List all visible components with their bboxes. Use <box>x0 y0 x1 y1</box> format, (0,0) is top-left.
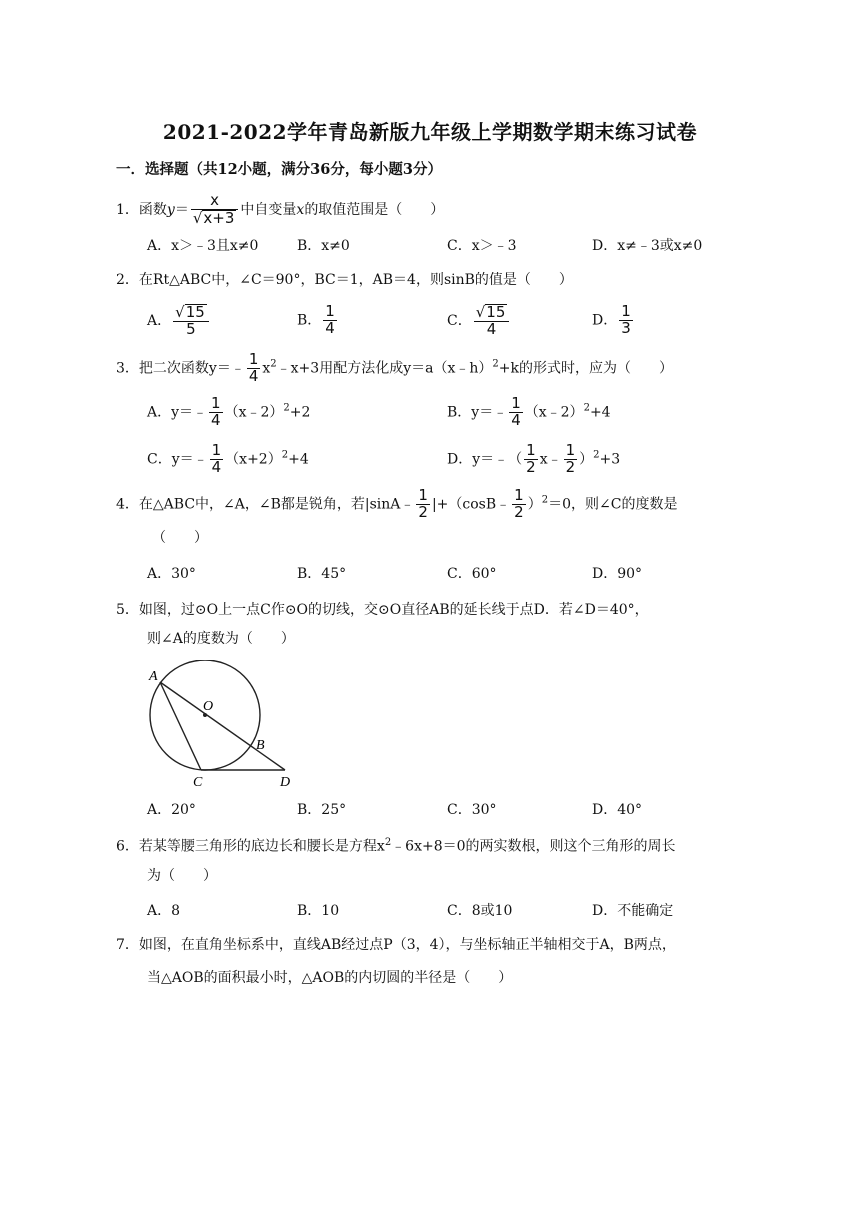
label-d: D <box>280 775 291 790</box>
q4-answer-paren: （ ） <box>152 530 208 546</box>
q3-option-a-numerator: 1 <box>211 394 221 412</box>
q2-option-d[interactable] <box>592 304 635 337</box>
question-2-stem: 2．在Rt△ABC中，∠C＝90°，BC＝1，AB＝4，则sinB的值是（ ） <box>116 272 573 288</box>
q1-option-c[interactable]: C．x＞﹣3 <box>447 238 517 254</box>
q4-denominator-2: 2 <box>514 502 524 521</box>
q6-option-d[interactable]: D．不能确定 <box>592 903 674 919</box>
q2-option-c[interactable] <box>447 304 511 338</box>
q4-fraction-1 <box>416 488 430 521</box>
question-1-stem <box>116 193 444 227</box>
q6-option-b[interactable]: B．10 <box>297 903 340 919</box>
q2-option-b-denominator: 4 <box>325 318 335 337</box>
q3-option-a-tail: （x﹣2） <box>224 404 284 421</box>
q3-option-c[interactable] <box>147 443 309 476</box>
q4-numerator-2: 1 <box>514 486 524 504</box>
q2-option-d-fraction <box>619 304 633 337</box>
q1-tail2: 的取值范围是（ ） <box>304 201 445 218</box>
q4-denominator-1: 2 <box>418 502 428 521</box>
q1-option-a[interactable]: A．x＞﹣3且x≠0 <box>147 238 259 254</box>
q2-option-c-radicand: 15 <box>486 303 506 321</box>
question-6-line-1 <box>116 833 676 857</box>
q3-option-d-lead: D．y＝﹣（ <box>447 451 523 468</box>
q1-lead: 1．函数 <box>116 201 167 218</box>
q4-exponent: 2 <box>541 494 549 506</box>
q6-exponent: 2 <box>384 837 392 848</box>
q3-option-b-numerator: 1 <box>511 394 521 412</box>
q3-option-b-end: +4 <box>589 404 611 421</box>
q3-option-c-fraction <box>210 443 224 476</box>
q3-option-a-exponent: 2 <box>283 402 290 414</box>
q1-tail: 中自变量 <box>240 201 297 218</box>
label-b: B <box>256 738 265 753</box>
sqrt-icon: √ <box>192 208 203 227</box>
q6-option-a[interactable]: A．8 <box>147 903 181 919</box>
q2-option-a-denominator: 5 <box>186 319 196 338</box>
question-3-stem <box>116 352 673 385</box>
q1-option-d[interactable]: D．x≠﹣3或x≠0 <box>592 238 703 254</box>
q3-option-b-denominator: 4 <box>511 410 521 429</box>
q2-option-b-label: B． <box>297 312 322 329</box>
q4-fraction-2 <box>512 488 526 521</box>
line-ad <box>160 682 285 770</box>
q4-option-a[interactable]: A．30° <box>147 566 196 582</box>
q2-option-a[interactable] <box>147 304 211 338</box>
q3-option-d-denominator-2: 2 <box>565 457 576 476</box>
q3-mid: x <box>262 360 271 377</box>
q1-radicand: x+3 <box>203 208 235 227</box>
q6-option-c[interactable]: C．8或10 <box>447 903 513 919</box>
q3-option-d[interactable] <box>447 443 620 476</box>
q3-option-d-fraction-1 <box>524 443 538 476</box>
q3-option-c-tail: （x+2） <box>225 451 282 468</box>
question-6-line-2: 为（ ） <box>147 868 217 884</box>
q4-numerator-1: 1 <box>418 486 428 504</box>
q4-mid: |+（cosB﹣ <box>431 496 511 513</box>
q3-option-d-numerator-2: 1 <box>565 441 576 459</box>
q3-mid3: +k的形式时，应为（ ） <box>498 360 673 377</box>
q3-option-a-denominator: 4 <box>211 410 221 429</box>
q2-option-c-fraction <box>474 304 510 338</box>
label-o: O <box>203 699 214 714</box>
question-7-line-2: 当△AOB的面积最小时，△AOB的内切圆的半径是（ ） <box>147 970 513 986</box>
question-5-line-2: 则∠A的度数为（ ） <box>147 631 295 647</box>
q3-option-a-end: +2 <box>289 404 311 421</box>
q2-option-c-denominator: 4 <box>486 319 497 338</box>
q3-option-a-lead: A．y＝﹣ <box>147 404 208 421</box>
q1-fraction-denominator <box>191 210 239 227</box>
q3-option-c-numerator: 1 <box>211 441 222 459</box>
q4-option-d[interactable]: D．90° <box>592 566 643 582</box>
q3-fraction-denominator: 4 <box>248 366 259 385</box>
sqrt-icon: √ <box>475 303 486 321</box>
q3-exponent-2: 2 <box>492 358 499 370</box>
q3-option-d-denominator-1: 2 <box>526 457 536 476</box>
q3-option-d-numerator-1: 1 <box>526 441 536 459</box>
q3-option-b-exponent: 2 <box>583 402 590 414</box>
q3-option-b-fraction <box>509 396 523 429</box>
q3-option-c-lead: C．y＝﹣ <box>147 451 208 468</box>
q2-option-b-numerator: 1 <box>325 302 335 320</box>
q1-tail-var: x <box>296 201 305 218</box>
q5-option-b[interactable]: B．25° <box>297 802 347 818</box>
q2-option-c-label: C． <box>447 312 472 329</box>
q3-option-d-fraction-2 <box>564 443 578 476</box>
q3-option-c-denominator: 4 <box>211 457 222 476</box>
q2-option-a-label: A． <box>147 312 172 329</box>
q2-option-a-fraction <box>173 304 209 338</box>
sqrt-icon: √ <box>175 303 185 321</box>
q1-fraction <box>191 193 239 227</box>
q1-var: y <box>166 201 175 218</box>
q3-option-d-end: +3 <box>599 451 621 468</box>
q2-option-d-numerator: 1 <box>621 302 631 320</box>
q3-fraction-numerator: 1 <box>248 350 259 368</box>
q2-option-b-fraction <box>323 304 337 337</box>
label-c: C <box>193 775 203 790</box>
q3-exponent: 2 <box>270 358 277 370</box>
q3-option-b[interactable] <box>447 396 611 429</box>
question-7-line-1: 7．如图，在直角坐标系中，直线AB经过点P（3，4），与坐标轴正半轴相交于A，B两点， <box>116 937 676 953</box>
q4-tail: ） <box>527 496 542 513</box>
question-5-line-1: 5．如图，过⊙O上一点C作⊙O的切线，交⊙O直径AB的延长线于点D．若∠D＝40°， <box>116 602 649 618</box>
q4-option-c[interactable]: C．60° <box>447 566 497 582</box>
q3-mid2: ﹣x+3用配方法化成y＝a（x﹣h） <box>276 360 493 377</box>
section-heading: 一．选择题（共12小题，满分36分，每小题3分） <box>116 161 442 178</box>
q6-line1-a: 6．若某等腰三角形的底边长和腰长是方程x <box>116 838 385 855</box>
q3-option-b-tail: （x﹣2） <box>524 404 584 421</box>
q5-circle-figure <box>145 660 300 792</box>
q1-fraction-numerator: x <box>191 193 239 210</box>
q2-option-a-radicand: 15 <box>185 303 205 321</box>
q5-option-a[interactable]: A．20° <box>147 802 196 818</box>
q4-option-b[interactable]: B．45° <box>297 566 347 582</box>
q3-option-a[interactable] <box>147 396 310 429</box>
q4-tail2: ＝0，则∠C的度数是 <box>548 496 678 513</box>
q1-option-b[interactable]: B．x≠0 <box>297 238 350 254</box>
q4-lead: 4．在△ABC中，∠A，∠B都是锐角，若|sinA﹣ <box>116 496 415 513</box>
q3-option-c-end: +4 <box>288 451 309 468</box>
q3-option-d-mid: x﹣ <box>539 451 562 468</box>
q3-option-b-lead: B．y＝﹣ <box>447 404 508 421</box>
label-a: A <box>149 669 158 684</box>
q5-option-c[interactable]: C．30° <box>447 802 497 818</box>
question-4-stem <box>116 488 677 521</box>
q3-fraction <box>247 352 261 385</box>
q3-option-d-tail: ） <box>579 451 594 468</box>
q3-option-c-exponent: 2 <box>281 449 289 461</box>
q1-eq: ＝ <box>174 201 189 218</box>
q3-option-d-exponent: 2 <box>593 449 600 461</box>
chord-ac <box>160 682 201 770</box>
q2-option-b[interactable] <box>297 304 339 337</box>
q3-option-a-fraction <box>209 396 223 429</box>
q6-line1-b: ﹣6x+8＝0的两实数根，则这个三角形的周长 <box>391 838 676 855</box>
q2-option-d-denominator: 3 <box>621 318 631 337</box>
page-title: 2021-2022学年青岛新版九年级上学期数学期末练习试卷 <box>162 120 698 144</box>
q5-option-d[interactable]: D．40° <box>592 802 643 818</box>
q3-lead: 3．把二次函数y＝﹣ <box>116 360 245 377</box>
q2-option-d-label: D． <box>592 312 618 329</box>
